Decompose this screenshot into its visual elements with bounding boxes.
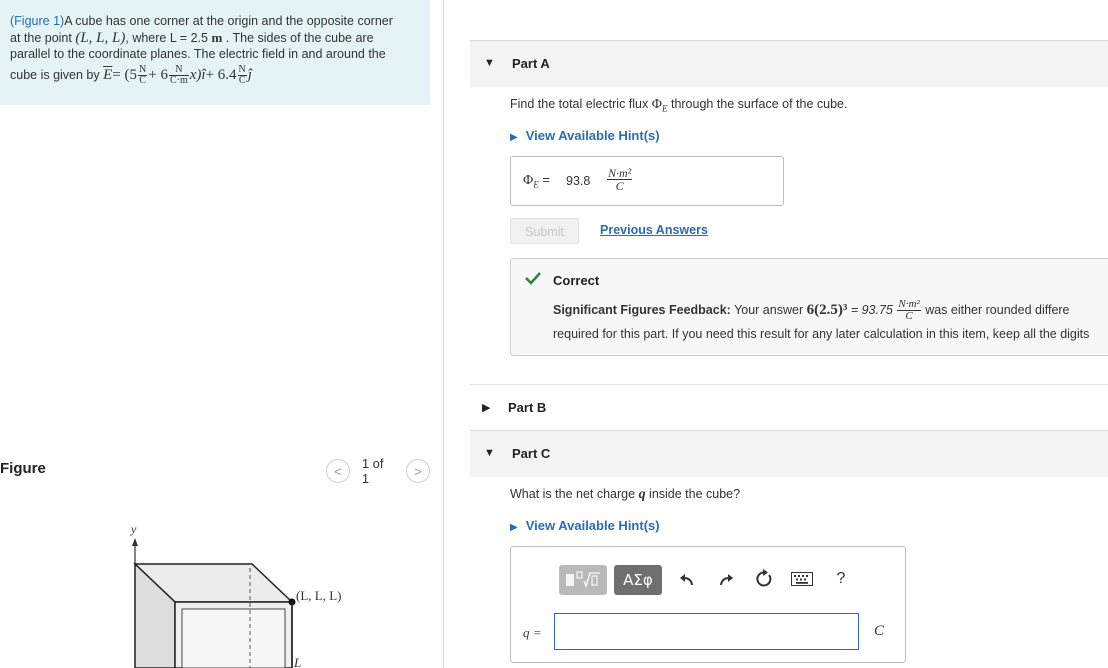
q-label: q = xyxy=(523,625,542,640)
y-axis-label: y xyxy=(131,522,137,536)
e-vector: $\overline{E}$ xyxy=(103,66,113,83)
unit-m: m xyxy=(211,29,223,45)
chevron-right-icon: > xyxy=(414,463,422,479)
part-c-question: What is the net charge q inside the cube? xyxy=(510,487,741,502)
figure-pager xyxy=(326,456,430,486)
column-divider[interactable] xyxy=(443,0,444,668)
undo-icon[interactable] xyxy=(675,567,699,591)
figure-link[interactable]: (Figure 1) xyxy=(10,14,65,28)
keyboard-icon[interactable] xyxy=(789,567,815,591)
problem-text: , where L = 2.5 xyxy=(125,30,208,45)
eq-part: + 6 xyxy=(148,66,168,83)
part-a-header[interactable] xyxy=(470,40,1108,87)
feedback-box xyxy=(510,258,1108,356)
part-a-question: Find the total electric flux $\Phi_E$ through the surface of the cube. xyxy=(510,97,848,114)
y-axis-arrow xyxy=(132,538,138,546)
eq-part: x) xyxy=(189,66,202,83)
pager-text: 1 of 1 xyxy=(361,456,384,486)
part-b-header[interactable] xyxy=(470,384,1108,431)
i-hat: î xyxy=(201,66,206,83)
fraction-n-cm: $\frac{N}{C\cdot m}$ xyxy=(169,63,188,86)
problem-text: A cube has one corner at the origin and the opposite corner xyxy=(64,14,393,28)
eq-part: + 6.4 xyxy=(205,66,237,83)
part-a-unit: $\frac{\text{N·m²}}{C}$ xyxy=(608,166,632,193)
cube-front-inner xyxy=(182,609,285,668)
templates-icon xyxy=(564,570,602,590)
caret-down-icon: ▼ xyxy=(484,57,495,69)
figure-header xyxy=(0,458,430,488)
problem-text: . The sides of the cube are xyxy=(225,30,374,45)
part-a-label: Part A xyxy=(512,56,550,71)
submit-button[interactable]: Submit xyxy=(510,218,579,244)
prev-figure-button[interactable] xyxy=(326,459,350,483)
part-c-header[interactable] xyxy=(470,430,1108,477)
redo-icon[interactable] xyxy=(714,567,738,591)
check-icon xyxy=(525,271,541,285)
caret-right-icon: ▶ xyxy=(510,132,518,143)
reset-icon[interactable] xyxy=(752,567,776,591)
phi-symbol: $\Phi_E$ = xyxy=(523,172,550,190)
edge-label: L xyxy=(294,655,302,668)
q-answer-input[interactable] xyxy=(554,613,859,650)
part-a-hint-link[interactable]: ▶ View Available Hint(s) xyxy=(510,128,660,143)
problem-text: at the point xyxy=(10,30,72,45)
feedback-line-1: Significant Figures Feedback: Your answer 6(2.5)³ = 93.75 $\frac{\text{N·m²}}{C}$ was either rounded differe xyxy=(553,298,1070,322)
chevron-left-icon: < xyxy=(334,463,342,479)
part-b-label: Part B xyxy=(508,400,547,415)
q-unit: C xyxy=(874,623,885,639)
fraction-n-c: $\frac{N}{C}$ xyxy=(139,63,147,86)
part-c-label: Part C xyxy=(512,446,551,461)
cube-figure xyxy=(100,520,400,668)
next-figure-button[interactable] xyxy=(406,459,430,483)
caret-right-icon: ▶ xyxy=(482,402,491,414)
problem-statement xyxy=(0,0,430,105)
part-c-hint-link[interactable]: ▶ View Available Hint(s) xyxy=(510,518,660,533)
feedback-title: Correct xyxy=(553,273,600,288)
problem-text: parallel to the coordinate planes. The electric field in and around the xyxy=(10,47,386,61)
help-icon[interactable]: ? xyxy=(836,570,846,587)
point-math: (L, L, L) xyxy=(75,29,126,46)
feedback-line-2: required for this part. If you need this result for any later calculation in this item, keep all the digits xyxy=(553,327,1090,341)
previous-answers-link[interactable]: Previous Answers xyxy=(600,223,708,237)
part-c-answer-area xyxy=(510,546,906,663)
caret-right-icon: ▶ xyxy=(510,522,518,533)
j-hat: ĵ xyxy=(247,66,252,83)
corner-label: (L, L, L) xyxy=(296,588,342,603)
greek-symbols-button[interactable]: ΑΣφ xyxy=(614,565,662,595)
part-a-answer-value: 93.8 xyxy=(566,174,591,188)
fraction-n-c: $\frac{N}{C}$ xyxy=(238,63,246,86)
caret-down-icon: ▼ xyxy=(484,447,495,459)
eq-part: = (5 xyxy=(112,66,138,83)
part-a-answer-box xyxy=(510,156,784,206)
problem-text: cube is given by xyxy=(10,67,100,82)
figure-title: Figure xyxy=(0,460,46,477)
templates-button[interactable] xyxy=(559,565,607,595)
